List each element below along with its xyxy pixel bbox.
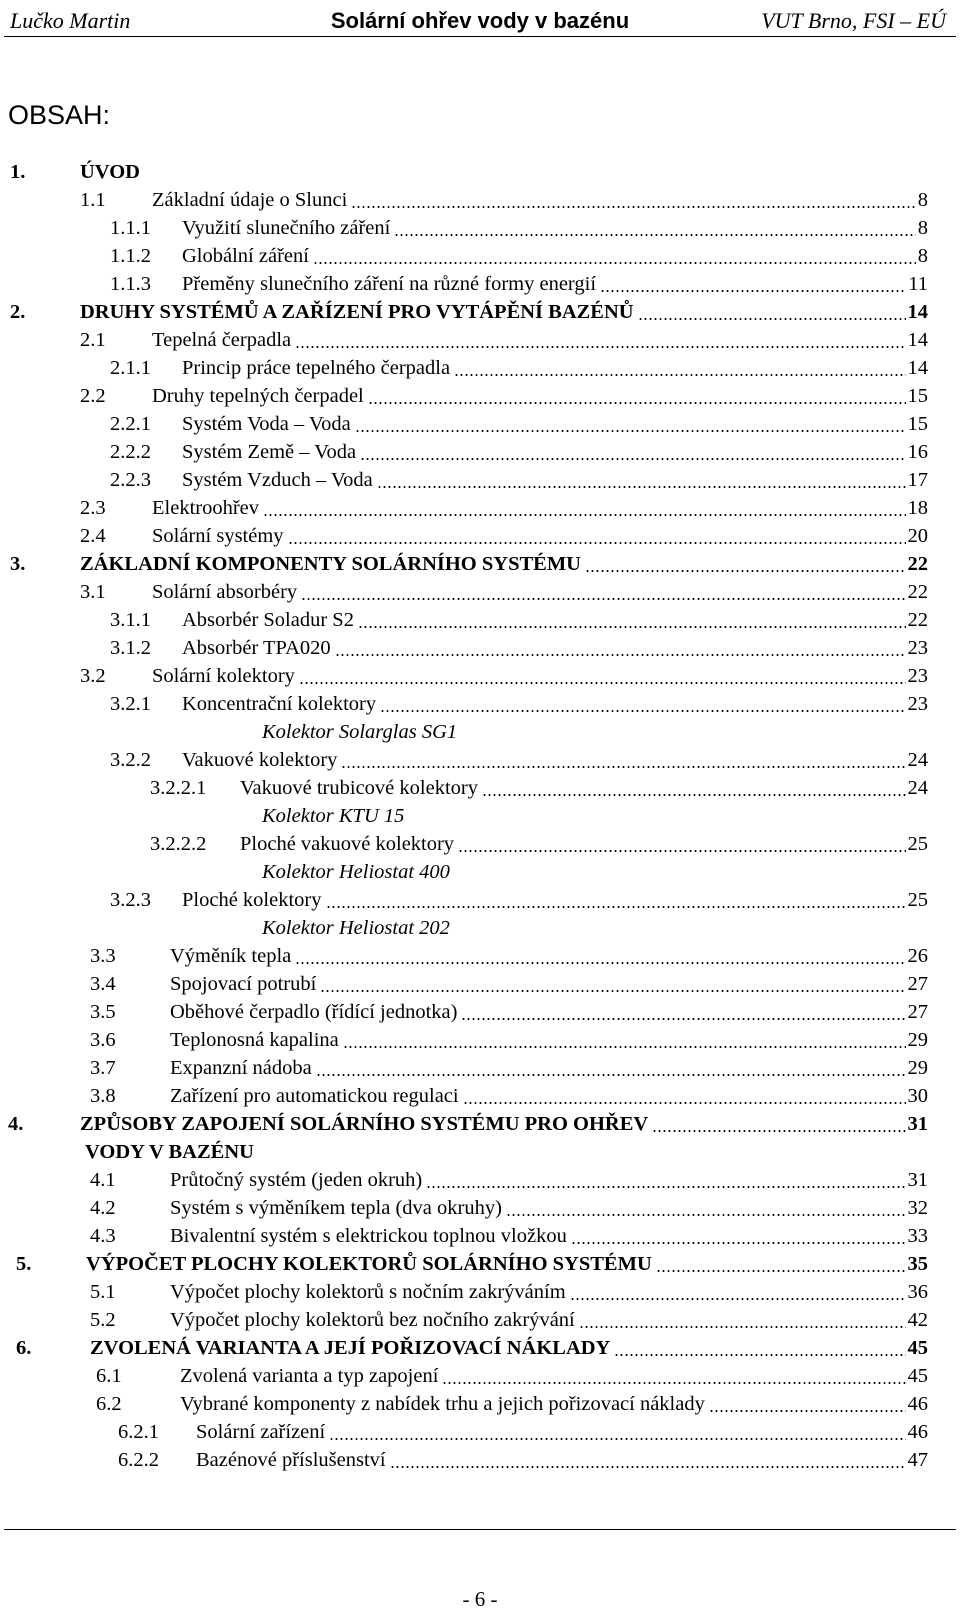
toc-entry-title: Kolektor Heliostat 202 [262, 917, 450, 939]
toc-entry [0, 886, 960, 914]
toc-entry-title: Teplonosná kapalina [170, 1029, 339, 1051]
toc-entry-title: Základní údaje o Slunci [152, 189, 348, 211]
toc-entry-page: 23 [907, 665, 928, 687]
dot-leader [638, 318, 906, 320]
dot-leader [463, 1102, 906, 1104]
toc-entry [0, 494, 960, 522]
toc-entry-title: Přeměny slunečního záření na různé formy energií [182, 273, 597, 295]
dot-leader [585, 570, 906, 572]
toc-entry-page: 46 [907, 1421, 928, 1443]
toc-entry-page: 14 [907, 357, 928, 379]
toc-entry [0, 1334, 960, 1362]
dot-leader [358, 626, 906, 628]
toc-entry-page: 45 [907, 1365, 928, 1387]
toc-entry-page: 25 [907, 833, 928, 855]
toc-entry-page: 45 [907, 1337, 928, 1359]
dot-leader [299, 682, 906, 684]
toc-entry [0, 690, 960, 718]
toc-entry-number: 3.7 [90, 1057, 116, 1079]
toc-entry [0, 326, 960, 354]
toc-entry [0, 550, 960, 578]
dot-leader [351, 206, 916, 208]
toc-entry-page: 27 [907, 1001, 928, 1023]
toc-entry [0, 1446, 960, 1474]
toc-entry-number: 1.1 [80, 189, 106, 211]
dot-leader [368, 402, 906, 404]
dot-leader [600, 290, 906, 292]
toc-entry-number: 1. [10, 161, 26, 183]
toc-entry-number: 5. [16, 1253, 32, 1275]
toc-entry-page: 29 [907, 1029, 928, 1051]
toc-entry-title: Bivalentní systém s elektrickou toplnou vložkou [170, 1225, 567, 1247]
toc-entry-page: 27 [907, 973, 928, 995]
toc-entry-page: 24 [907, 777, 928, 799]
toc-entry-page: 22 [907, 609, 928, 631]
toc-entry [0, 970, 960, 998]
toc-entry-title: Vakuové kolektory [182, 749, 338, 771]
dot-leader [377, 486, 906, 488]
dot-leader [320, 990, 906, 992]
toc-entry-number: 3.1.2 [110, 637, 151, 659]
toc-entry-title: Ploché vakuové kolektory [240, 833, 455, 855]
toc-entry-title: Tepelná čerpadla [152, 329, 292, 351]
toc-entry-number: 3.1 [80, 581, 106, 603]
toc-entry-title: Koncentrační kolektory [182, 693, 377, 715]
toc-entry-page: 23 [907, 637, 928, 659]
dot-leader [343, 1046, 906, 1048]
toc-entry [0, 214, 960, 242]
toc-entry-title: Zařízení pro automatickou regulaci [170, 1085, 459, 1107]
toc-entry-number: 3.2.2 [110, 749, 151, 771]
toc-entry-number: 3.8 [90, 1085, 116, 1107]
toc-entry [0, 1166, 960, 1194]
dot-leader [454, 374, 906, 376]
toc-entry [0, 522, 960, 550]
toc-entry-title: Systém Voda – Voda [182, 413, 351, 435]
dot-leader [614, 1354, 906, 1356]
toc-entry [0, 858, 960, 886]
dot-leader [360, 458, 906, 460]
toc-entry-number: 4.2 [90, 1197, 116, 1219]
toc-entry-title: Systém s výměníkem tepla (dva okruhy) [170, 1197, 502, 1219]
toc-entry-page: 42 [907, 1309, 928, 1331]
dot-leader [458, 850, 906, 852]
toc-entry [0, 1222, 960, 1250]
toc-entry [0, 186, 960, 214]
header-author: Lučko Martin [10, 8, 131, 33]
toc-entry-title: ZPŮSOBY ZAPOJENÍ SOLÁRNÍHO SYSTÉMU PRO OHŘEV [80, 1113, 649, 1135]
toc-entry-page: 11 [908, 273, 928, 295]
toc-entry-title: Spojovací potrubí [170, 973, 317, 995]
toc-entry-number: 3.4 [90, 973, 116, 995]
dot-leader [295, 346, 906, 348]
toc-entry-number: 6.2 [96, 1393, 122, 1415]
toc-entry-page: 18 [907, 497, 928, 519]
toc-entry-page: 35 [907, 1253, 928, 1275]
toc-entry-title: DRUHY SYSTÉMŮ A ZAŘÍZENÍ PRO VYTÁPĚNÍ BAZÉNŮ [80, 301, 634, 323]
dot-leader [295, 962, 906, 964]
toc-entry-title: Výpočet plochy kolektorů bez nočního zakrývání [170, 1309, 575, 1331]
toc-entry-number: 2.2 [80, 385, 106, 407]
toc-entry [0, 1138, 960, 1166]
toc-entry-page: 22 [907, 581, 928, 603]
toc-entry-page: 8 [917, 245, 928, 267]
toc-entry [0, 1250, 960, 1278]
dot-leader [326, 906, 906, 908]
header-institution: VUT Brno, FSI – EÚ [761, 8, 946, 33]
toc-entry [0, 1362, 960, 1390]
toc-entry-title: Solární systémy [152, 525, 284, 547]
toc-entry-title: Druhy tepelných čerpadel [152, 385, 364, 407]
dot-leader [571, 1242, 906, 1244]
toc-entry-page: 14 [907, 329, 928, 351]
toc-entry-number: 5.2 [90, 1309, 116, 1331]
toc-entry [0, 1306, 960, 1334]
dot-leader [335, 654, 906, 656]
toc-heading: OBSAH: [8, 100, 111, 130]
toc-entry [0, 1110, 960, 1138]
dot-leader [380, 710, 906, 712]
dot-leader [656, 1270, 906, 1272]
toc-entry-title: Vybrané komponenty z nabídek trhu a jejich pořizovací náklady [180, 1393, 705, 1415]
toc-entry-title: Solární kolektory [152, 665, 295, 687]
toc-entry [0, 578, 960, 606]
toc-entry [0, 242, 960, 270]
toc-entry-title: ZVOLENÁ VARIANTA A JEJÍ POŘIZOVACÍ NÁKLADY [90, 1337, 611, 1359]
toc-entry-number: 2.4 [80, 525, 106, 547]
toc-entry-page: 25 [907, 889, 928, 911]
header-rule [4, 36, 956, 37]
toc-entry [0, 718, 960, 746]
toc-entry-number: 2.2.3 [110, 469, 151, 491]
dot-leader [461, 1018, 906, 1020]
toc-entry-page: 32 [907, 1197, 928, 1219]
toc-entry-number: 4.3 [90, 1225, 116, 1247]
toc-entry-title: Bazénové příslušenství [196, 1449, 386, 1471]
toc-entry-page: 16 [907, 441, 928, 463]
toc-entry-page: 20 [907, 525, 928, 547]
toc-entry-number: 3.2.2.1 [150, 777, 207, 799]
toc-entry-title: Solární absorbéry [152, 581, 298, 603]
toc-entry-title: Využití slunečního záření [182, 217, 391, 239]
toc-entry-number: 3.2.3 [110, 889, 151, 911]
toc-entry-page: 31 [907, 1113, 928, 1135]
toc-entry-number: 1.1.1 [110, 217, 151, 239]
toc-entry [0, 802, 960, 830]
toc-entry-title: Systém Vzduch – Voda [182, 469, 373, 491]
toc-entry-number: 4. [8, 1113, 24, 1135]
toc-entry-number: 2.3 [80, 497, 106, 519]
dot-leader [570, 1298, 906, 1300]
toc-entry-number: 6.2.1 [118, 1421, 159, 1443]
toc-entry-number: 3. [10, 553, 26, 575]
toc-entry [0, 830, 960, 858]
toc-entry-page: 24 [907, 749, 928, 771]
toc-entry [0, 438, 960, 466]
footer-rule [4, 1529, 956, 1530]
toc-entry [0, 774, 960, 802]
dot-leader [652, 1130, 906, 1132]
dot-leader [355, 430, 906, 432]
toc-entry-page: 8 [917, 217, 928, 239]
dot-leader [316, 1074, 906, 1076]
header-title: Solární ohřev vody v bazénu [330, 8, 630, 33]
toc-entry-title: Expanzní nádoba [170, 1057, 312, 1079]
toc-entry-page: 17 [907, 469, 928, 491]
toc-entry-page: 30 [907, 1085, 928, 1107]
toc-entry-number: 5.1 [90, 1281, 116, 1303]
toc-entry-title: Absorbér TPA020 [182, 637, 331, 659]
toc-entry-title: Ploché kolektory [182, 889, 322, 911]
toc-entry [0, 634, 960, 662]
toc-entry [0, 942, 960, 970]
dot-leader [390, 1466, 906, 1468]
toc-entry [0, 1054, 960, 1082]
toc-entry [0, 410, 960, 438]
toc-entry-number: 3.2.2.2 [150, 833, 207, 855]
toc-entry-number: 6.1 [96, 1365, 122, 1387]
toc-entry-number: 2.1.1 [110, 357, 151, 379]
toc-entry-page: 8 [917, 189, 928, 211]
toc-entry-number: 2.1 [80, 329, 106, 351]
toc-entry-page: 36 [907, 1281, 928, 1303]
toc-entry [0, 1194, 960, 1222]
dot-leader [426, 1186, 906, 1188]
toc-entry-number: 3.3 [90, 945, 116, 967]
toc-entry-title: Oběhové čerpadlo (řídící jednotka) [170, 1001, 458, 1023]
table-of-contents [0, 158, 960, 1474]
toc-entry-number: 3.6 [90, 1029, 116, 1051]
toc-entry-page: 15 [907, 385, 928, 407]
dot-leader [482, 794, 906, 796]
toc-entry-number: 2.2.2 [110, 441, 151, 463]
toc-entry [0, 270, 960, 298]
toc-entry [0, 382, 960, 410]
toc-entry-title: Výměník tepla [170, 945, 292, 967]
dot-leader [579, 1326, 906, 1328]
toc-entry-title: Absorbér Soladur S2 [182, 609, 354, 631]
dot-leader [313, 262, 916, 264]
page-number: - 6 - [462, 1587, 498, 1611]
toc-entry-number: 3.1.1 [110, 609, 151, 631]
toc-entry [0, 606, 960, 634]
toc-entry-page: 33 [907, 1225, 928, 1247]
toc-entry-page: 46 [907, 1393, 928, 1415]
toc-entry-title: Zvolená varianta a typ zapojení [180, 1365, 439, 1387]
dot-leader [329, 1438, 906, 1440]
toc-entry-title: Kolektor Solarglas SG1 [262, 721, 458, 743]
toc-entry-number: 3.2 [80, 665, 106, 687]
toc-entry [0, 1278, 960, 1306]
dot-leader [506, 1214, 906, 1216]
toc-entry-number: 1.1.2 [110, 245, 151, 267]
toc-entry-title: Globální záření [182, 245, 309, 267]
toc-entry [0, 1390, 960, 1418]
toc-entry-title: Kolektor KTU 15 [262, 805, 405, 827]
dot-leader [394, 234, 916, 236]
toc-entry-page: 14 [907, 301, 928, 323]
toc-entry-number: 4.1 [90, 1169, 116, 1191]
toc-entry-page: 26 [907, 945, 928, 967]
toc-entry-title: Solární zařízení [196, 1421, 326, 1443]
toc-entry-title: Průtočný systém (jeden okruh) [170, 1169, 423, 1191]
toc-entry-title: Systém Země – Voda [182, 441, 357, 463]
toc-entry-title: Vakuové trubicové kolektory [240, 777, 478, 799]
dot-leader [442, 1382, 906, 1384]
dot-leader [709, 1410, 906, 1412]
toc-entry [0, 354, 960, 382]
toc-entry [0, 662, 960, 690]
toc-entry-page: 15 [907, 413, 928, 435]
toc-entry [0, 158, 960, 186]
toc-entry [0, 298, 960, 326]
toc-entry [0, 1418, 960, 1446]
toc-entry-page: 29 [907, 1057, 928, 1079]
toc-entry-title: ÚVOD [80, 161, 140, 183]
toc-entry-number: 6.2.2 [118, 1449, 159, 1471]
toc-entry-number: 6. [16, 1337, 32, 1359]
toc-entry-page: 22 [907, 553, 928, 575]
toc-entry-title: Princip práce tepelného čerpadla [182, 357, 451, 379]
toc-entry-number: 1.1.3 [110, 273, 151, 295]
toc-entry [0, 746, 960, 774]
toc-entry-title: VÝPOČET PLOCHY KOLEKTORŮ SOLÁRNÍHO SYSTÉMU [86, 1253, 652, 1275]
dot-leader [288, 542, 906, 544]
toc-entry [0, 1026, 960, 1054]
toc-entry-page: 23 [907, 693, 928, 715]
toc-entry-number: 2. [10, 301, 26, 323]
toc-entry-number: 3.2.1 [110, 693, 151, 715]
toc-entry [0, 1082, 960, 1110]
toc-entry [0, 998, 960, 1026]
toc-entry-number: 2.2.1 [110, 413, 151, 435]
toc-entry [0, 466, 960, 494]
dot-leader [341, 766, 906, 768]
toc-entry [0, 914, 960, 942]
toc-entry-page: 31 [907, 1169, 928, 1191]
toc-entry-title: Výpočet plochy kolektorů s nočním zakrýváním [170, 1281, 566, 1303]
toc-entry-title: Kolektor Heliostat 400 [262, 861, 450, 883]
toc-entry-title: Elektroohřev [152, 497, 260, 519]
toc-entry-page: 47 [907, 1449, 928, 1471]
toc-entry-number: 3.5 [90, 1001, 116, 1023]
toc-entry-title: VODY V BAZÉNU [85, 1141, 254, 1163]
dot-leader [263, 514, 906, 516]
dot-leader [301, 598, 906, 600]
toc-entry-title: ZÁKLADNÍ KOMPONENTY SOLÁRNÍHO SYSTÉMU [80, 553, 581, 575]
